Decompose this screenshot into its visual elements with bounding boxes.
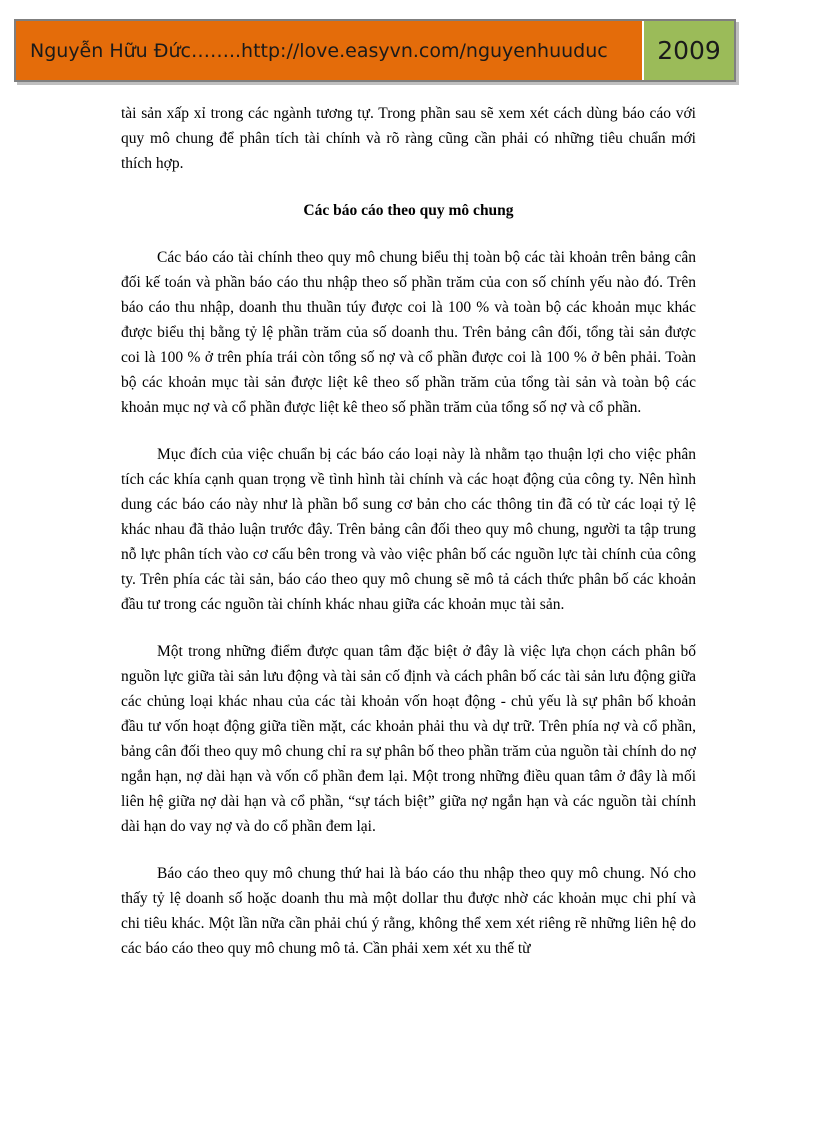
header-url: http://love.easyvn.com/nguyenhuuduc: [241, 39, 608, 62]
paragraph-1: Các báo cáo tài chính theo quy mô chung biểu thị toàn bộ các tài khoản trên bảng cân đối kế toán và phần báo cáo thu nhập theo số phần trăm của con số chính yếu nào đó. Trên báo cáo thu nhập, doanh thu thuần túy được coi là 100 % và toàn bộ các khoản mục khác được biểu thị bằng tỷ lệ phần trăm của số doanh thu. Trên bảng cân đối, tổng tài sản được coi là 100 % ở trên phía trái còn tổng số nợ và cổ phần được coi là 100 % ở bên phải. Toàn bộ các khoản mục tài sản được liệt kê theo số phần trăm của tổng tài sản và toàn bộ các khoản mục nợ và cổ phần được liệt kê theo số phần trăm của tổng số nợ và cổ phần.: [121, 249, 696, 416]
paragraph-4: Báo cáo theo quy mô chung thứ hai là báo cáo thu nhập theo quy mô chung. Nó cho thấy tỷ lệ doanh số hoặc doanh thu mà một dollar thu được nhờ các khoản mục chi phí và chi tiêu khác. Một lần nữa cần phải chú ý rằng, không thể xem xét riêng rẽ những liên hệ do các báo cáo theo quy mô chung mô tả. Cần phải xem xét xu thế từ: [121, 865, 696, 957]
paragraph-2: Mục đích của việc chuẩn bị các báo cáo loại này là nhằm tạo thuận lợi cho việc phân tích các khía cạnh quan trọng về tình hình tài chính và các hoạt động của công ty. Nên hình dung các báo cáo này như là phần bổ sung cơ bản cho các thông tin đã có từ các loại tỷ lệ khác nhau đã thảo luận trước đây. Trên bảng cân đối theo quy mô chung, người ta tập trung nỗ lực phân tích vào cơ cấu bên trong và vào việc phân bố các nguồn lực tài chính của công ty. Trên phía các tài sản, báo cáo theo quy mô chung sẽ mô tả cách thức phân bố các khoản đầu tư trong các nguồn tài chính khác nhau giữa các khoản mục tài sản.: [121, 446, 696, 613]
document-body: [121, 101, 696, 983]
header-author-box: [16, 21, 644, 80]
page-header: [14, 19, 736, 82]
paragraph-3: Một trong những điểm được quan tâm đặc biệt ở đây là việc lựa chọn cách phân bố nguồn lực giữa tài sản lưu động và tài sản cố định và cách phân bố các tài sản lưu động giữa các chủng loại khác nhau của các tài khoản vốn hoạt động - chủ yếu là sự phân bố khoản đầu tư vốn hoạt động giữa tiền mặt, các khoản phải thu và dự trữ. Trên phía nợ và cổ phần, bảng cân đối theo quy mô chung chỉ ra sự phân bố theo phần trăm của nguồn tài chính do nợ ngắn hạn, nợ dài hạn và vốn cổ phần đem lại. Một trong những điều quan tâm ở đây là mối liên hệ giữa nợ dài hạn và cổ phần, “sự tách biệt” giữa nợ ngắn hạn và các nguồn tài chính dài hạn do vay nợ và do cổ phần đem lại.: [121, 643, 696, 835]
header-author: Nguyễn Hữu Đức: [30, 39, 191, 62]
section-title: Các báo cáo theo quy mô chung: [303, 202, 514, 219]
header-year-box: [644, 21, 734, 80]
continuation-paragraph: tài sản xấp xỉ trong các ngành tương tự. Trong phần sau sẽ xem xét cách dùng báo cáo với quy mô chung để phân tích tài chính và rõ ràng cũng cần phải có những tiêu chuẩn mới thích hợp.: [121, 105, 696, 172]
header-year: 2009: [657, 36, 721, 65]
header-dots: ……..: [190, 39, 242, 62]
